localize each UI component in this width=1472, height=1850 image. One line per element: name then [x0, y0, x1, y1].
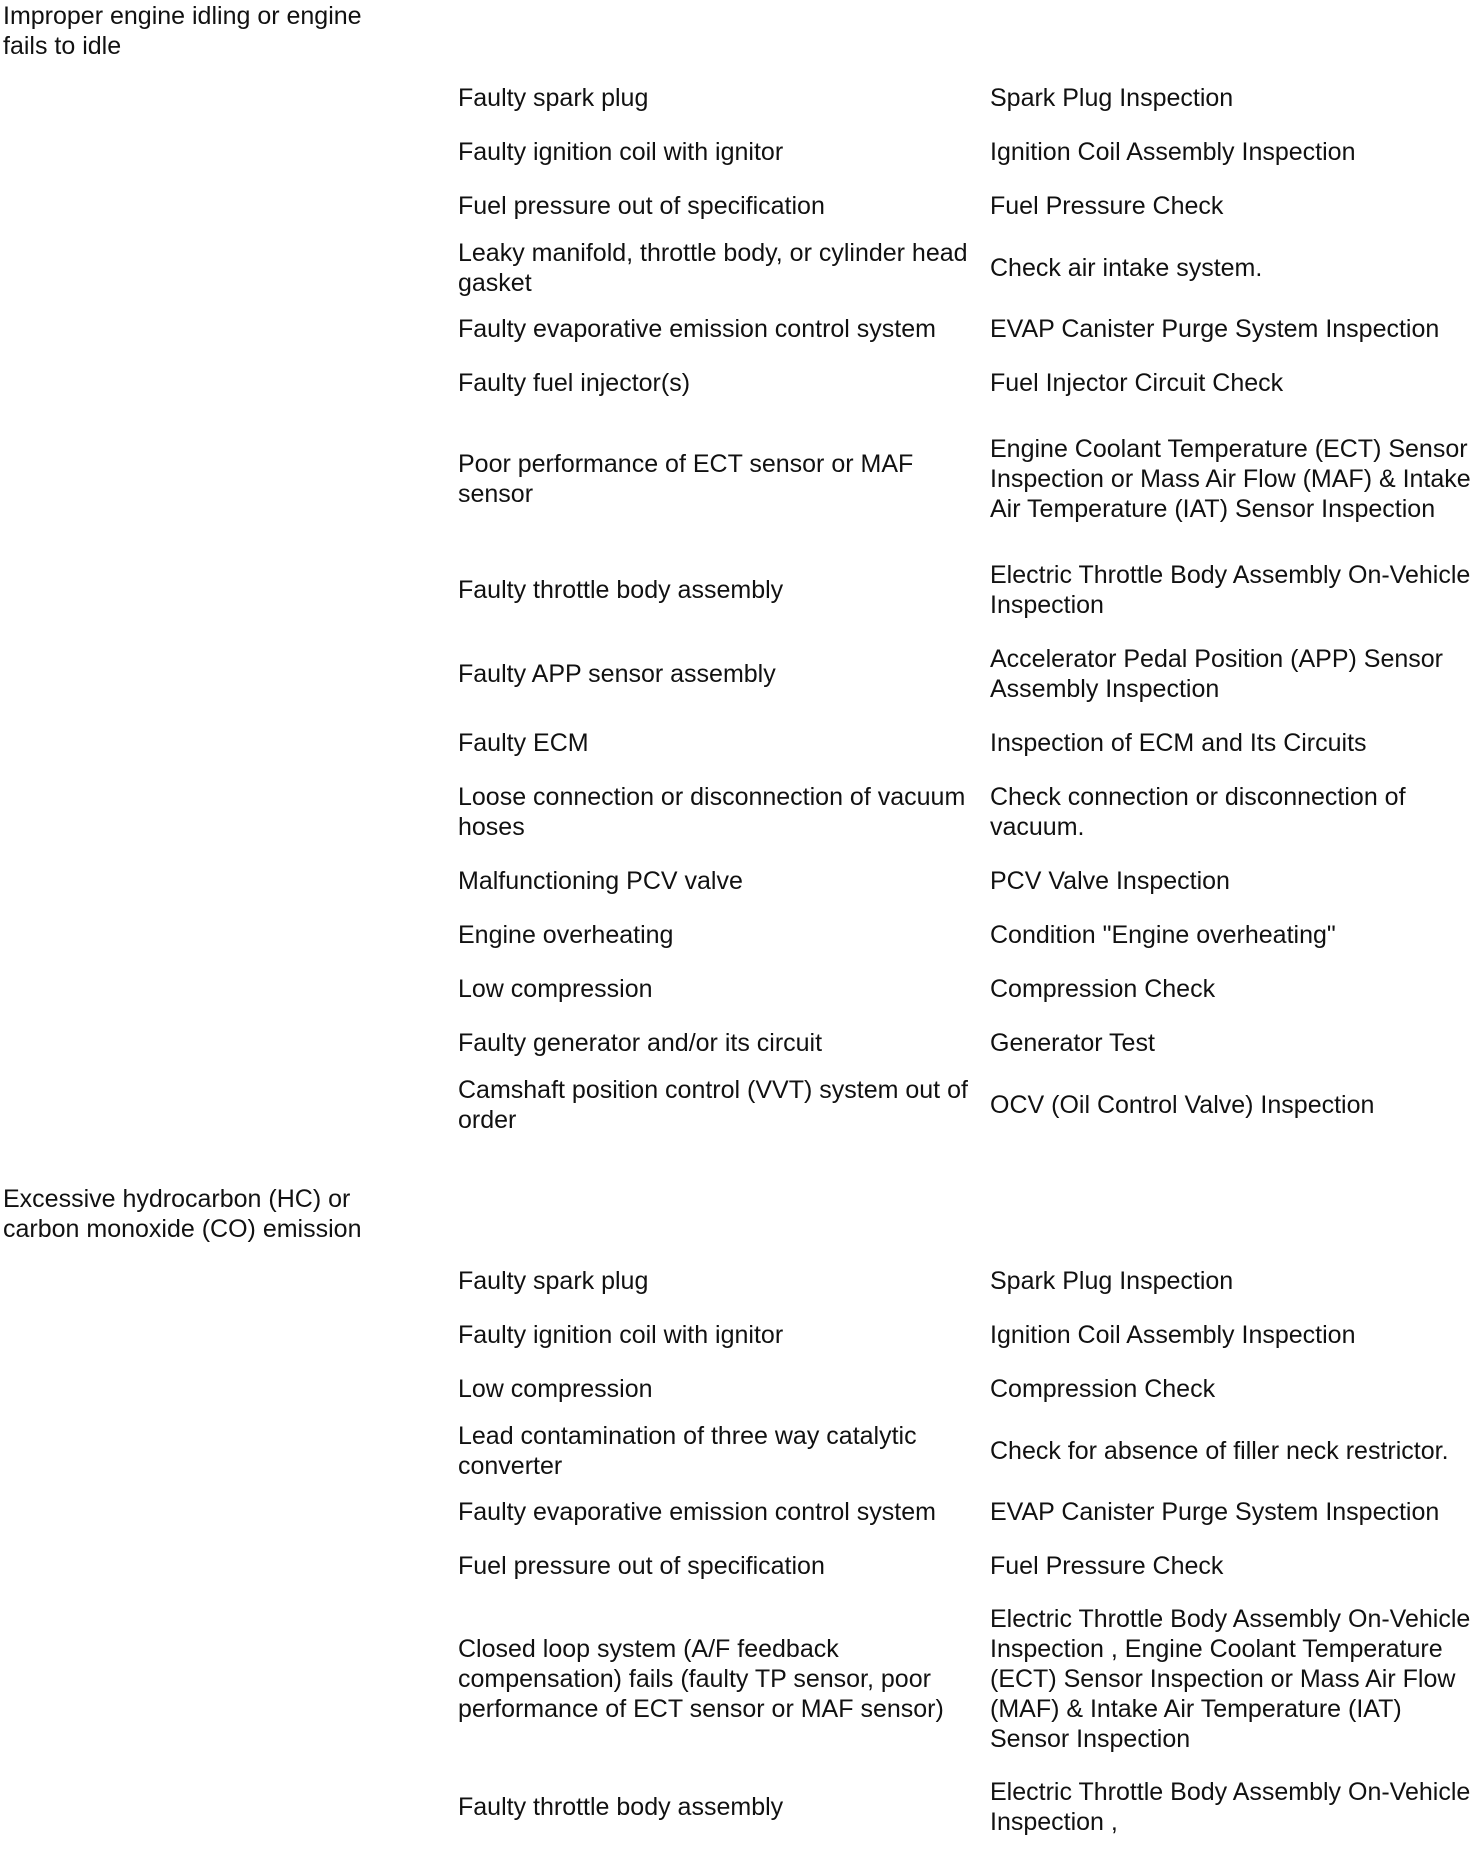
cause-cell: Faulty evaporative emission control system [458, 315, 936, 343]
check-cell: Spark Plug Inspection [990, 84, 1234, 112]
cause-cell: Fuel pressure out of specification [458, 192, 825, 220]
check-cell: Compression Check [990, 975, 1216, 1003]
cause-cell: Malfunctioning PCV valve [458, 867, 743, 895]
check-cell: Condition "Engine overheating" [990, 921, 1336, 949]
table-row [0, 908, 1472, 962]
check-cell: EVAP Canister Purge System Inspection [990, 315, 1440, 343]
check-cell: Check air intake system. [990, 253, 1263, 282]
cause-cell: Poor performance of ECT sensor or MAF sensor [458, 450, 914, 508]
cause-cell: Low compression [458, 975, 653, 1003]
table-row [0, 1485, 1472, 1539]
table-row [0, 548, 1472, 632]
check-cell: Fuel Pressure Check [990, 1552, 1224, 1580]
cause-cell: Faulty evaporative emission control system [458, 1498, 936, 1526]
cause-check-table-2 [0, 1254, 1472, 1849]
check-cell: Compression Check [990, 1375, 1216, 1403]
table-row [0, 71, 1472, 125]
table-row [0, 716, 1472, 770]
check-cell: Fuel Pressure Check [990, 192, 1224, 220]
table-row [0, 770, 1472, 854]
cause-cell: Faulty spark plug [458, 1267, 649, 1295]
check-cell: Check connection or disconnection of vacuum. [990, 783, 1406, 841]
table-row [0, 962, 1472, 1016]
table-row [0, 632, 1472, 716]
check-cell: Engine Coolant Temperature (ECT) Sensor Inspection or Mass Air Flow (MAF) & Intake Air Temperature (IAT) Sensor Inspection [990, 435, 1471, 523]
check-cell: Inspection of ECM and Its Circuits [990, 729, 1367, 757]
table-row [0, 125, 1472, 179]
condition-excessive-emission: Excessive hydrocarbon (HC) or carbon monoxide (CO) emission [3, 1185, 362, 1243]
cause-cell: Loose connection or disconnection of vacuum hoses [458, 783, 966, 841]
cause-cell: Engine overheating [458, 921, 674, 949]
cause-cell: Lead contamination of three way catalytic converter [458, 1421, 917, 1480]
check-cell: Accelerator Pedal Position (APP) Sensor Assembly Inspection [990, 645, 1443, 703]
check-cell: Ignition Coil Assembly Inspection [990, 1321, 1356, 1349]
cause-cell: Faulty throttle body assembly [458, 576, 784, 604]
cause-cell: Faulty ECM [458, 729, 589, 757]
check-cell: Generator Test [990, 1029, 1155, 1057]
table-row [0, 1416, 1472, 1485]
cause-cell: Faulty ignition coil with ignitor [458, 138, 784, 166]
cause-cell: Faulty ignition coil with ignitor [458, 1321, 784, 1349]
check-cell: EVAP Canister Purge System Inspection [990, 1498, 1440, 1526]
table-row [0, 1765, 1472, 1849]
table-row [0, 410, 1472, 548]
check-cell: Ignition Coil Assembly Inspection [990, 138, 1356, 166]
table-row [0, 1308, 1472, 1362]
table-row [0, 1254, 1472, 1308]
condition-improper-idling: Improper engine idling or engine fails to idle [3, 2, 362, 60]
check-cell: PCV Valve Inspection [990, 867, 1230, 895]
cause-cell: Faulty APP sensor assembly [458, 660, 776, 688]
cause-cell: Faulty throttle body assembly [458, 1793, 784, 1821]
check-cell: Spark Plug Inspection [990, 1267, 1234, 1295]
table-row [0, 1539, 1472, 1593]
table-row [0, 356, 1472, 410]
cause-cell: Closed loop system (A/F feedback compensation) fails (faulty TP sensor, poor performance of ECT sensor or MAF sensor) [458, 1635, 944, 1723]
check-cell: Electric Throttle Body Assembly On-Vehicle Inspection [990, 561, 1471, 619]
table-row [0, 179, 1472, 233]
check-cell: Check for absence of filler neck restrictor. [990, 1436, 1449, 1465]
table-row [0, 1362, 1472, 1416]
cause-cell: Faulty fuel injector(s) [458, 369, 691, 397]
cause-cell: Fuel pressure out of specification [458, 1552, 825, 1580]
table-row [0, 233, 1472, 302]
table-row [0, 1070, 1472, 1139]
cause-check-table-1 [0, 71, 1472, 1139]
check-cell: Electric Throttle Body Assembly On-Vehicle Inspection , Engine Coolant Temperature (ECT) Sensor Inspection or Mass Air Flow (MAF) & Intake Air Temperature (IAT) Sensor Inspection [990, 1605, 1471, 1753]
cause-cell: Camshaft position control (VVT) system out of order [458, 1075, 968, 1134]
table-row [0, 302, 1472, 356]
check-cell: Electric Throttle Body Assembly On-Vehicle Inspection , [990, 1778, 1471, 1836]
table-row [0, 1593, 1472, 1765]
table-row [0, 854, 1472, 908]
check-cell: Fuel Injector Circuit Check [990, 369, 1284, 397]
cause-cell: Leaky manifold, throttle body, or cylinder head gasket [458, 238, 968, 297]
check-cell: OCV (Oil Control Valve) Inspection [990, 1090, 1375, 1119]
table-row [0, 1016, 1472, 1070]
cause-cell: Low compression [458, 1375, 653, 1403]
cause-cell: Faulty generator and/or its circuit [458, 1029, 823, 1057]
cause-cell: Faulty spark plug [458, 84, 649, 112]
